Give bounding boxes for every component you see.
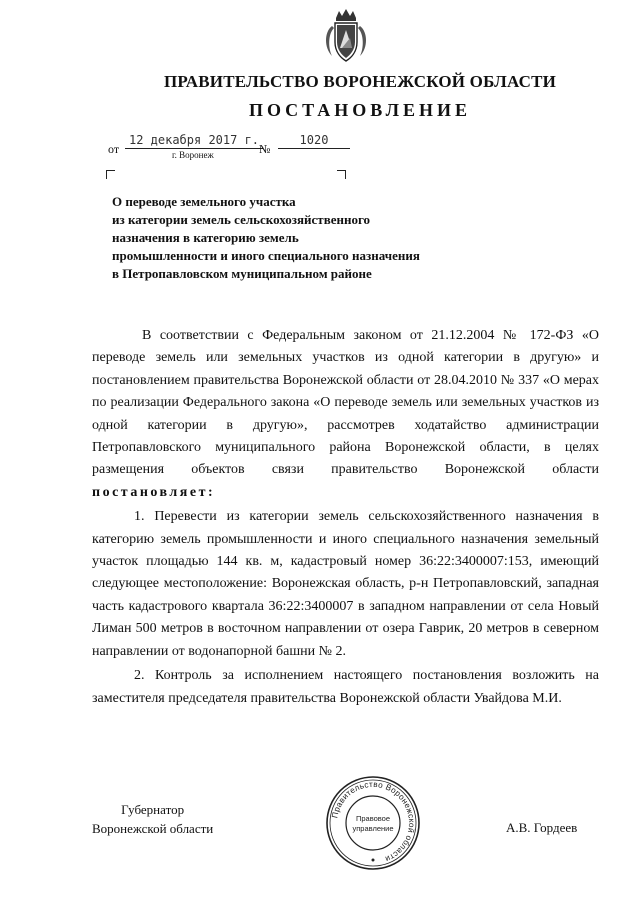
subject-bracket-right [337,170,346,179]
position-line: Воронежской области [92,821,214,836]
document-body [92,325,599,710]
document-date: 12 декабря 2017 г. [125,132,263,149]
signatory-position [92,800,213,838]
stamp-center-line: Правовое [355,814,391,823]
date-number-line [108,132,368,162]
subject-bracket-left [106,170,115,179]
government-title: ПРАВИТЕЛЬСТВО ВОРОНЕЖСКОЙ ОБЛАСТИ [163,72,557,91]
official-stamp [325,775,421,871]
stamp-ring-text: Правительство Воронежской области [330,779,417,864]
subject-line: промышленности и иного специального назначения [112,248,420,263]
position-line: Губернатор [121,802,185,817]
subject-line: назначения в категорию земель [112,230,299,245]
city-label: г. Воронеж [172,150,214,160]
document-type: ПОСТАНОВЛЕНИЕ [248,100,472,120]
decree-item-2: 2. Контроль за исполнением настоящего постановления возложить на заместителя председателя правительства Воронежской области Увайдова М.И. [92,668,599,706]
decree-word: постановляет: [92,484,216,500]
number-label: № [259,142,271,156]
document-subject [112,193,492,283]
signatory-name: А.В. Гордеев [506,820,578,835]
subject-line: в Петропавловском муниципальном районе [112,266,372,281]
decree-item-1: 1. Перевести из категории земель сельскохозяйственного назначения в категорию земель промышленности и иного специального назначения земельный участок площадью 144 кв. м, кадастровый номер 36:22:3400007:153, имеющий следующее местоположение: Воронежская область, р-н Петропавловский, западная часть кадастрового квартала 36:22:3400007 в западном направлении от села Новый Лиман 500 метров в восточном направлении от озера Гаврик, 20 метров в северном направлении от водонапорной башни № 2. [92,509,599,659]
stamp-center-line: управление [352,824,394,833]
preamble-text: В соответствии с Федеральным законом от 21.12.2004 № 172-ФЗ «О переводе земель или земельных участков из одной категории в другую» и постановлением правительства Воронежской области от 28.04.2010 № 337 «О мерах по реализации Федерального закона «О переводе земель или земельных участков из одной категории в другую», рассмотрев ходатайство администрации Петропавловского муниципального района Воронежской области, в целях размещения объектов связи правительство Воронежской области [92,328,599,478]
preamble-paragraph [92,325,599,504]
subject-line: О переводе земельного участка [112,194,296,209]
subject-line: из категории земель сельскохозяйственного [112,212,371,227]
coat-of-arms-icon [322,8,370,66]
document-number: 1020 [278,132,350,149]
date-prefix: от [108,142,120,156]
